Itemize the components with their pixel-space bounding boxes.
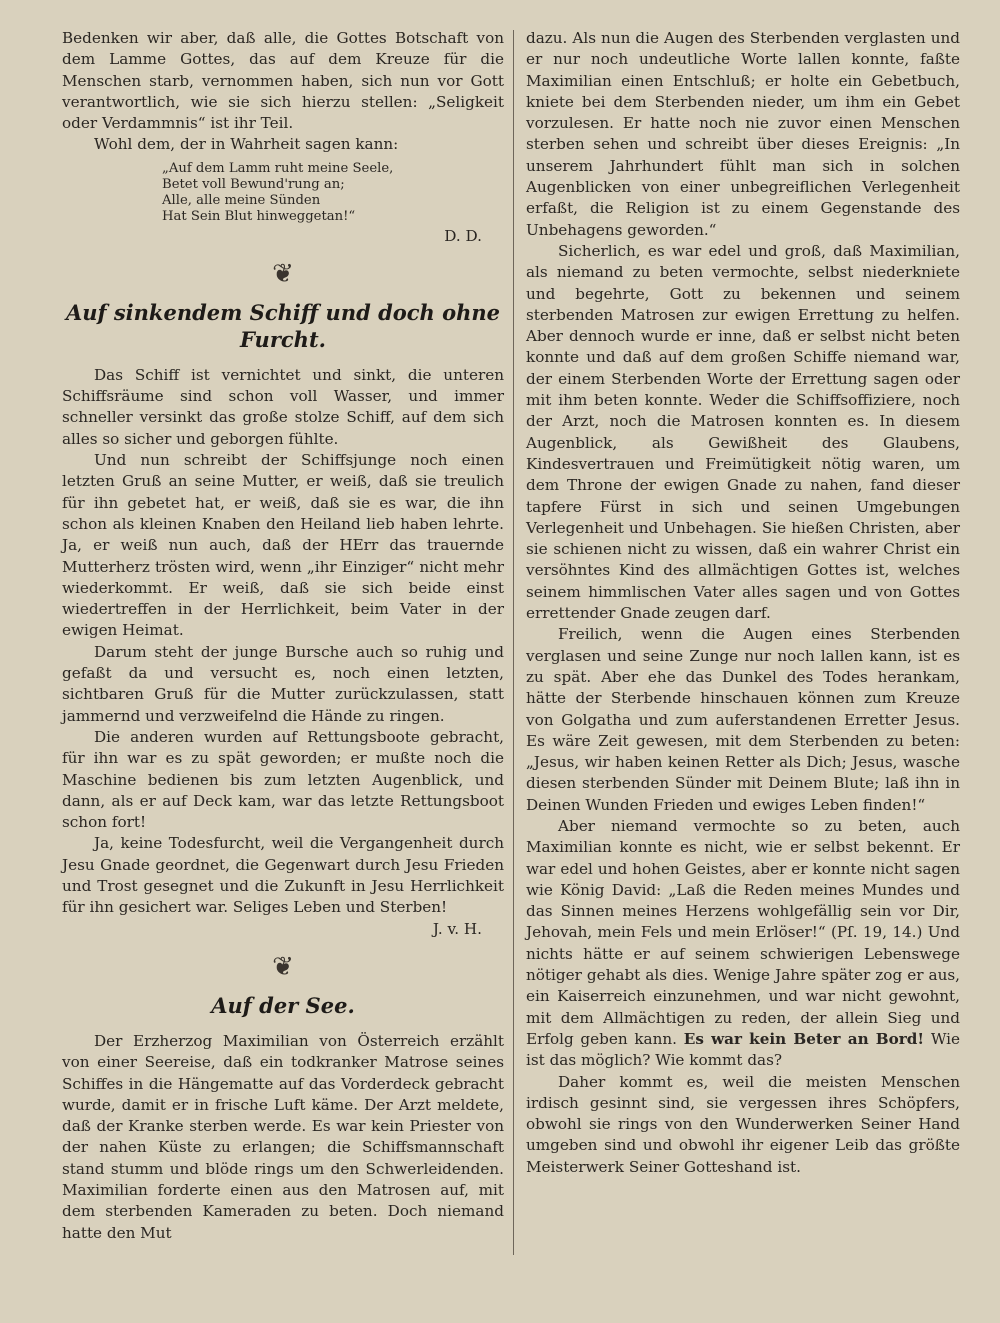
- intro-signature: D. D.: [444, 226, 482, 245]
- article-paragraph: Die anderen wurden auf Rettungsboote gebracht, für ihn war es zu spät geworden; er mußte noch die Maschine bedienen bis zum letzten Augenblick, und dann, als er auf Deck kam, war das letzte Rettungsboot schon fort!: [62, 727, 504, 832]
- left-column: [62, 28, 504, 1244]
- article-paragraph: Das Schiff ist vernichtet und sinkt, die unteren Schiffsräume sind schon voll Wasser, und immer schneller versinkt das große stolze Schiff, auf dem sich alles so sicher und geborgen fühlte.: [62, 365, 504, 448]
- article-paragraph: Freilich, wenn die Augen eines Sterbenden verglasen und seine Zunge nur noch lallen kann, ist es zu spät. Aber ehe das Dunkel des Todes herankam, hätte der Sterbende hinschauen können zum Kreuze von Golgatha und zum auferstandenen Erretter Jesus. Es wäre Zeit gewesen, mit dem Sterbenden zu beten: „Jesus, wir haben keinen Retter als Dich; Jesus, wasche diesen sterbenden Sünder mit Deinem Blute; laß ihn in Deinen Wunden Frieden und ewiges Leben finden!“: [526, 625, 960, 814]
- article-title: Auf der See.: [211, 992, 355, 1018]
- article-paragraph: Der Erzherzog Maximilian von Österreich erzählt von einer Seereise, daß ein todkranker Matrose seines Schiffes in die Hängematte auf das Vorderdeck gebracht wurde, damit er in frische Luft käme. Der Arzt meldete, daß der Kranke sterben werde. Es war kein Priester von der nahen Küste zu erlangen; die Schiffsmannschaft stand stumm und blöde rings um den Schwerleidenden. Maximilian forderte einen aus den Matrosen auf, mit dem sterbenden Kameraden zu beten. Doch niemand hatte den Mut: [62, 1031, 504, 1242]
- article-title: Auf sinkendem Schiff und doch ohne Furcht.: [65, 299, 501, 352]
- right-column: [526, 28, 960, 1178]
- article-paragraph: Ja, keine Todesfurcht, weil die Vergangenheit durch Jesu Gnade geordnet, die Gegenwart durch Jesu Frieden und Trost gesegnet und die Zukunft in Jesu Herrlichkeit für ihn gesichert war. Seliges Leben und Sterben!: [62, 834, 504, 917]
- verse-line: „Auf dem Lamm ruht meine Seele,: [162, 160, 394, 176]
- paragraph-text: Wie ist das möglich? Wie kommt das?: [526, 1029, 961, 1070]
- article-paragraph: Darum steht der junge Bursche auch so ruhig und gefaßt da und versucht es, noch einen letzten, sichtbaren Gruß für die Mutter zurückzulassen, statt jammernd und verzweifelnd die Hände zu ringen.: [62, 642, 504, 725]
- verse-line: Alle, alle meine Sünden: [162, 193, 321, 209]
- verse-line: Hat Sein Blut hinweggetan!“: [162, 209, 356, 225]
- verse-line: Betet voll Bewund'rung an;: [162, 176, 345, 192]
- column-divider: [513, 30, 514, 1255]
- article-signature: J. v. H.: [432, 919, 482, 938]
- intro-paragraph: Bedenken wir aber, daß alle, die Gottes Botschaft von dem Lamme Gottes, das auf dem Kreuze für die Menschen starb, vernommen haben, sich nun vor Gott verantwortlich, wie sie sich hierzu stellen: „Seligkeit oder Verdammnis“ ist ihr Teil.: [62, 29, 504, 133]
- article-paragraph: Sicherlich, es war edel und groß, daß Maximilian, als niemand zu beten vermochte, selbst niederkniete und begehrte, Gott zu bekennen und seinem sterbenden Matrosen zur ewigen Errettung zu helfen. Aber dennoch wurde er inne, daß er selbst nicht beten konnte und daß auf dem großen Schiffe niemand war, der einem Sterbenden Worte der Errettung sagen oder mit ihm beten konnte. Weder die Schiffsoffiziere, noch der Arzt, noch die Matrosen konnten es. In diesem Augenblick, als Gewißheit des Glaubens, Kindesvertrauen und Freimütigkeit nötig waren, um dem Throne der ewigen Gnade zu nahen, fand dieser tapfere Fürst in sich und seinen Umgebungen Verlegenheit und Unbehagen. Sie hießen Christen, aber sie schienen nicht zu wissen, daß ein wahrer Christ ein versöhntes Kind des allmächtigen Gottes ist, welches seinem himmlischen Vater alles sagen und von Gottes errettender Gnade zeugen darf.: [526, 241, 960, 623]
- article-paragraph: Und nun schreibt der Schiffsjunge noch einen letzten Gruß an seine Mutter, er weiß, daß sie treulich für ihn gebetet hat, er weiß, daß sie es war, die ihn schon als kleinen Knaben den Heiland lieb haben lehrte. Ja, er weiß nun auch, daß der HErr das trauernde Mutterherz trösten wird, wenn „ihr Einziger“ nicht mehr wiederkommt. Er weiß, daß sie sich beide einst wiedertreffen in der Herrlichkeit, beim Vater in der ewigen Heimat.: [62, 451, 504, 640]
- ornament-icon: ❦: [272, 951, 294, 982]
- article-paragraph: dazu. Als nun die Augen des Sterbenden verglasten und er nur noch undeutliche Worte lallen konnte, faßte Maximilian einen Entschluß; er holte ein Gebetbuch, kniete bei dem Sterbenden nieder, um ihm ein Gebet vorzulesen. Er hatte noch nie zuvor einen Menschen sterben sehen und schreibt über dieses Ereignis: „In unserem Jahrhundert fühlt man sich in solchen Augenblicken von einer unbegreiflichen Verlegenheit erfaßt, die Religion ist zu einem Gegenstande des Unbehagens geworden.“: [526, 29, 960, 239]
- article-paragraph: [526, 816, 960, 1072]
- paragraph-text: Aber niemand vermochte so zu beten, auch Maximilian konnte es nicht, wie er selbst bekennt. Er war edel und hohen Geistes, aber er konnte nicht sagen wie König David: „Laß die Reden meines Mundes und das Sinnen meines Herzens wohlgefällig sein vor Dir, Jehovah, mein Fels und mein Erlöser!“ (Pſ. 19, 14.) Und nichts hätte er auf seinem schwierigen Lebenswege nötiger gehabt als dies. Wenige Jahre später zog er aus, ein Kaiserreich einzunehmen, und war nicht gewohnt, mit dem Allmächtigen zu reden, der allein Sieg und Erfolg geben kann.: [526, 816, 960, 1048]
- hymn-verse: [162, 161, 504, 226]
- ornament-icon: ❦: [272, 258, 294, 289]
- intro-lead-in: Wohl dem, der in Wahrheit sagen kann:: [94, 135, 399, 154]
- article-paragraph: Daher kommt es, weil die meisten Menschen irdisch gesinnt sind, sie vergessen ihres Schöpfers, obwohl sie rings von den Wunderwerken Seiner Hand umgeben sind und obwohl ihr eigener Leib das größte Meisterwerk Seiner Gotteshand ist.: [526, 1072, 960, 1176]
- emphasis-text: Es war kein Beter an Bord!: [683, 1029, 925, 1048]
